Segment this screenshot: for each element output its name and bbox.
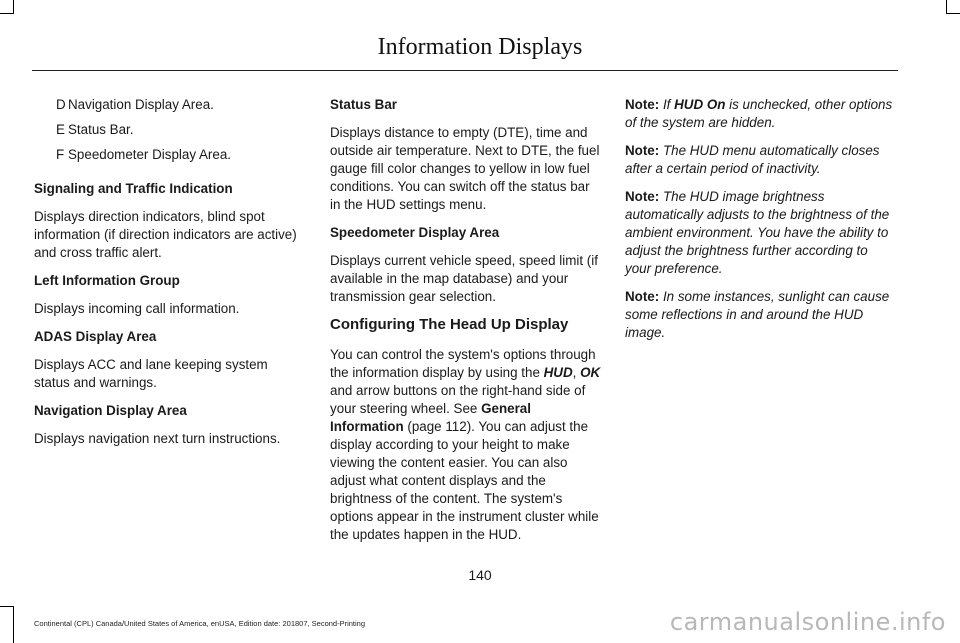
legend-text: Status Bar. (68, 122, 134, 137)
note (625, 96, 897, 132)
note-text: If (659, 97, 675, 112)
note-text: In some instances, sunlight can cause some reflections in and around the HUD image. (625, 289, 890, 340)
crop-mark (946, 0, 947, 14)
crop-mark (13, 606, 14, 643)
legend-item (34, 96, 306, 114)
section-body: Displays current vehicle speed, speed limit (if available in the map database) and your transmission gear selection. (330, 253, 598, 304)
legend-item (34, 121, 306, 139)
column-right (625, 96, 897, 352)
section-body: Displays navigation next turn instructions. (34, 431, 281, 446)
column-middle (330, 96, 602, 554)
crop-mark (0, 13, 14, 14)
hud-button-ref: HUD (543, 365, 573, 380)
section-heading: Left Information Group (34, 273, 180, 288)
general-information-link[interactable]: General Information (330, 401, 531, 434)
header-rule (32, 70, 898, 71)
text-run: , (572, 365, 581, 380)
note-label: Note: (625, 189, 660, 204)
note (625, 288, 897, 342)
text-run: You can control the system's options through the information display by using the (330, 347, 596, 380)
section-heading: Signaling and Traffic Indication (34, 181, 233, 196)
section-body: Displays incoming call information. (34, 301, 240, 316)
configuring-paragraph (330, 346, 602, 544)
note-text: The HUD menu automatically closes after a certain period of inactivity. (625, 143, 880, 176)
crop-mark (946, 13, 960, 14)
note-emphasis: HUD On (674, 97, 726, 112)
crop-mark (0, 606, 14, 607)
legend-key: E (56, 122, 65, 137)
note-text: is unchecked, other options of the system are hidden. (625, 97, 893, 130)
legend-text: Speedometer Display Area. (68, 147, 232, 162)
section-body: Displays ACC and lane keeping system status and warnings. (34, 357, 268, 390)
column-left (34, 96, 306, 458)
section-heading: ADAS Display Area (34, 329, 157, 344)
watermark: carmanualsonline.info (669, 608, 946, 636)
note (625, 188, 897, 278)
note-label: Note: (625, 289, 660, 304)
section-body: Displays distance to empty (DTE), time and outside air temperature. Next to DTE, the fuel gauge fill color changes to yellow in low fuel conditions. You can switch off the status bar in the HUD settings menu. (330, 125, 600, 212)
legend-key: F (56, 147, 65, 162)
note-label: Note: (625, 97, 660, 112)
page-title: Information Displays (377, 34, 583, 60)
legend-key: D (56, 97, 66, 112)
text-run: (page 112). You can adjust the display according to your height to make viewing the content easier. You can also adjust what content displays and the brightness of the content. The system's options appear in the instrument cluster while the updates happen in the HUD. (330, 419, 599, 542)
section-title: Configuring The Head Up Display (330, 316, 569, 333)
note (625, 142, 897, 178)
legend-text: Navigation Display Area. (68, 97, 214, 112)
page-number: 140 (468, 567, 492, 583)
crop-mark (13, 0, 14, 14)
section-heading: Status Bar (330, 97, 397, 112)
section-heading: Speedometer Display Area (330, 225, 500, 240)
note-text: The HUD image brightness automatically adjusts to the brightness of the ambient environment. You have the ability to adjust the brightness further according to your preference. (625, 189, 890, 276)
section-body: Displays direction indicators, blind spot information (if direction indicators are active) and cross traffic alert. (34, 209, 297, 260)
note-label: Note: (625, 143, 660, 158)
legend-item (34, 146, 306, 164)
ok-button-ref: OK (580, 365, 601, 380)
section-heading: Navigation Display Area (34, 403, 187, 418)
text-run: and arrow buttons on the right-hand side of your steering wheel. See (330, 383, 586, 416)
footer-edition: Continental (CPL) Canada/United States of America, enUSA, Edition date: 201807, Second-Printing (34, 619, 366, 628)
